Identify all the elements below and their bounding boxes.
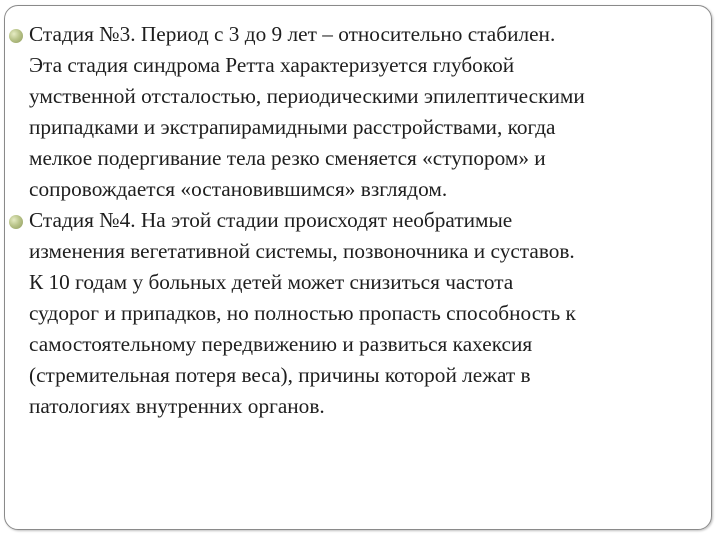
bullet-list <box>0 19 720 422</box>
round-bullet-icon <box>9 29 23 43</box>
bullet-text-stage-3: Стадия №3. Период с 3 до 9 лет – относительно стабилен. Эта стадия синдрома Ретта характеризуется глубокой умственной отсталостью, периодическими эпилептическими припадками и экстрапирамидными расстройствами, когда мелкое подергивание тела резко сменяется «ступором» и сопровождается «остановившимся» взглядом. <box>29 22 585 201</box>
bullet-item-stage-4 <box>0 205 720 422</box>
bullet-text-stage-4: Стадия №4. На этой стадии происходят необратимые изменения вегетативной системы, позвоночника и суставов. К 10 годам у больных детей может снизиться частота судорог и припадков, но полностью пропасть способность к самостоятельному передвижению и развиться кахексия (стремительная потеря веса), причины которой лежат в патологиях внутренних органов. <box>29 208 576 418</box>
bullet-item-stage-3 <box>0 19 720 205</box>
round-bullet-icon <box>9 215 23 229</box>
